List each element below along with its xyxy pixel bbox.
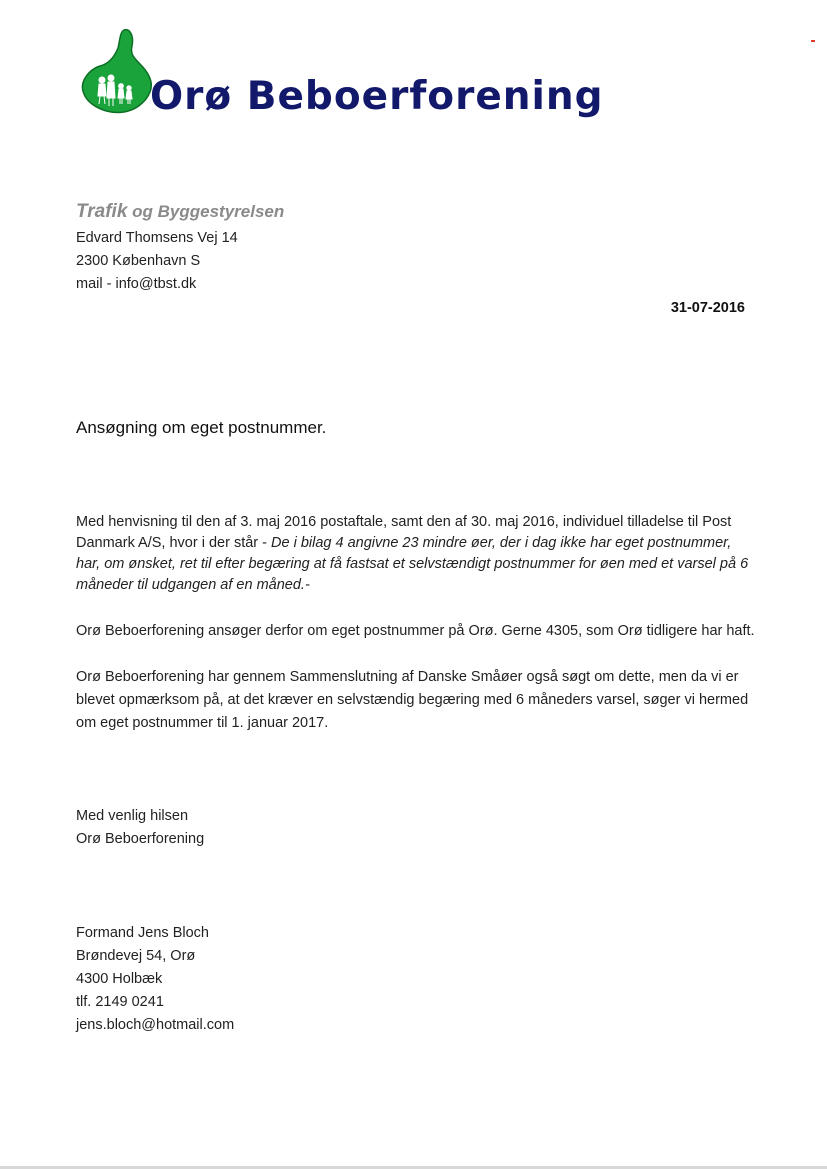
recipient-street: Edvard Thomsens Vej 14 [76, 230, 238, 246]
sender-street: Brøndevej 54, Orø [76, 948, 196, 964]
body-paragraph-background: Orø Beboerforening har gennem Sammenslutning af Danske Småøer også søgt om dette, men da vi er blevet opmærksom på, at det kræver en selvstændig begæring med 6 måneders varsel, søger vi hermed om eget postnummer til 1. januar 2017. [76, 669, 749, 731]
letterhead-org-name: Orø Beboerforening [150, 74, 604, 119]
closing-org: Orø Beboerforening [76, 831, 205, 847]
sender-phone: tlf. 2149 0241 [76, 994, 164, 1010]
letter-subject: Ansøgning om eget postnummer. [76, 418, 327, 437]
reference-intro: Med henvisning til den af 3. maj 2016 postaftale, samt den af 30. maj 2016, individuel tilladelse til Post Danmark A/S, hvor i der står - [76, 514, 732, 551]
recipient-city: 2300 København S [76, 253, 201, 269]
letter-date: 31-07-2016 [670, 300, 745, 316]
island-family-logo-icon [80, 28, 154, 114]
reference-quote: De i bilag 4 angivne 23 mindre øer, der i dag ikke har eget postnummer, har, om ønsket, ret til efter begæring at få fastsat et selvstændigt postnummer for øen med et varsel på 6 måneder til udgangen af en måned.- [76, 535, 749, 593]
sender-email: jens.bloch@hotmail.com [76, 1017, 235, 1033]
sender-city: 4300 Holbæk [76, 971, 163, 987]
body-paragraph-reference [76, 512, 756, 596]
closing-greeting: Med venlig hilsen [76, 808, 189, 824]
recipient-name [76, 201, 284, 223]
recipient-name-part2: og Byggestyrelsen [127, 202, 285, 221]
recipient-email: mail - info@tbst.dk [76, 276, 197, 292]
body-paragraph-request: Orø Beboerforening ansøger derfor om eget postnummer på Orø. Gerne 4305, som Orø tidligere har haft. [76, 623, 755, 639]
scan-mark [811, 40, 815, 42]
sender-title-name: Formand Jens Bloch [76, 925, 209, 941]
recipient-name-part1: Trafik [76, 201, 128, 222]
